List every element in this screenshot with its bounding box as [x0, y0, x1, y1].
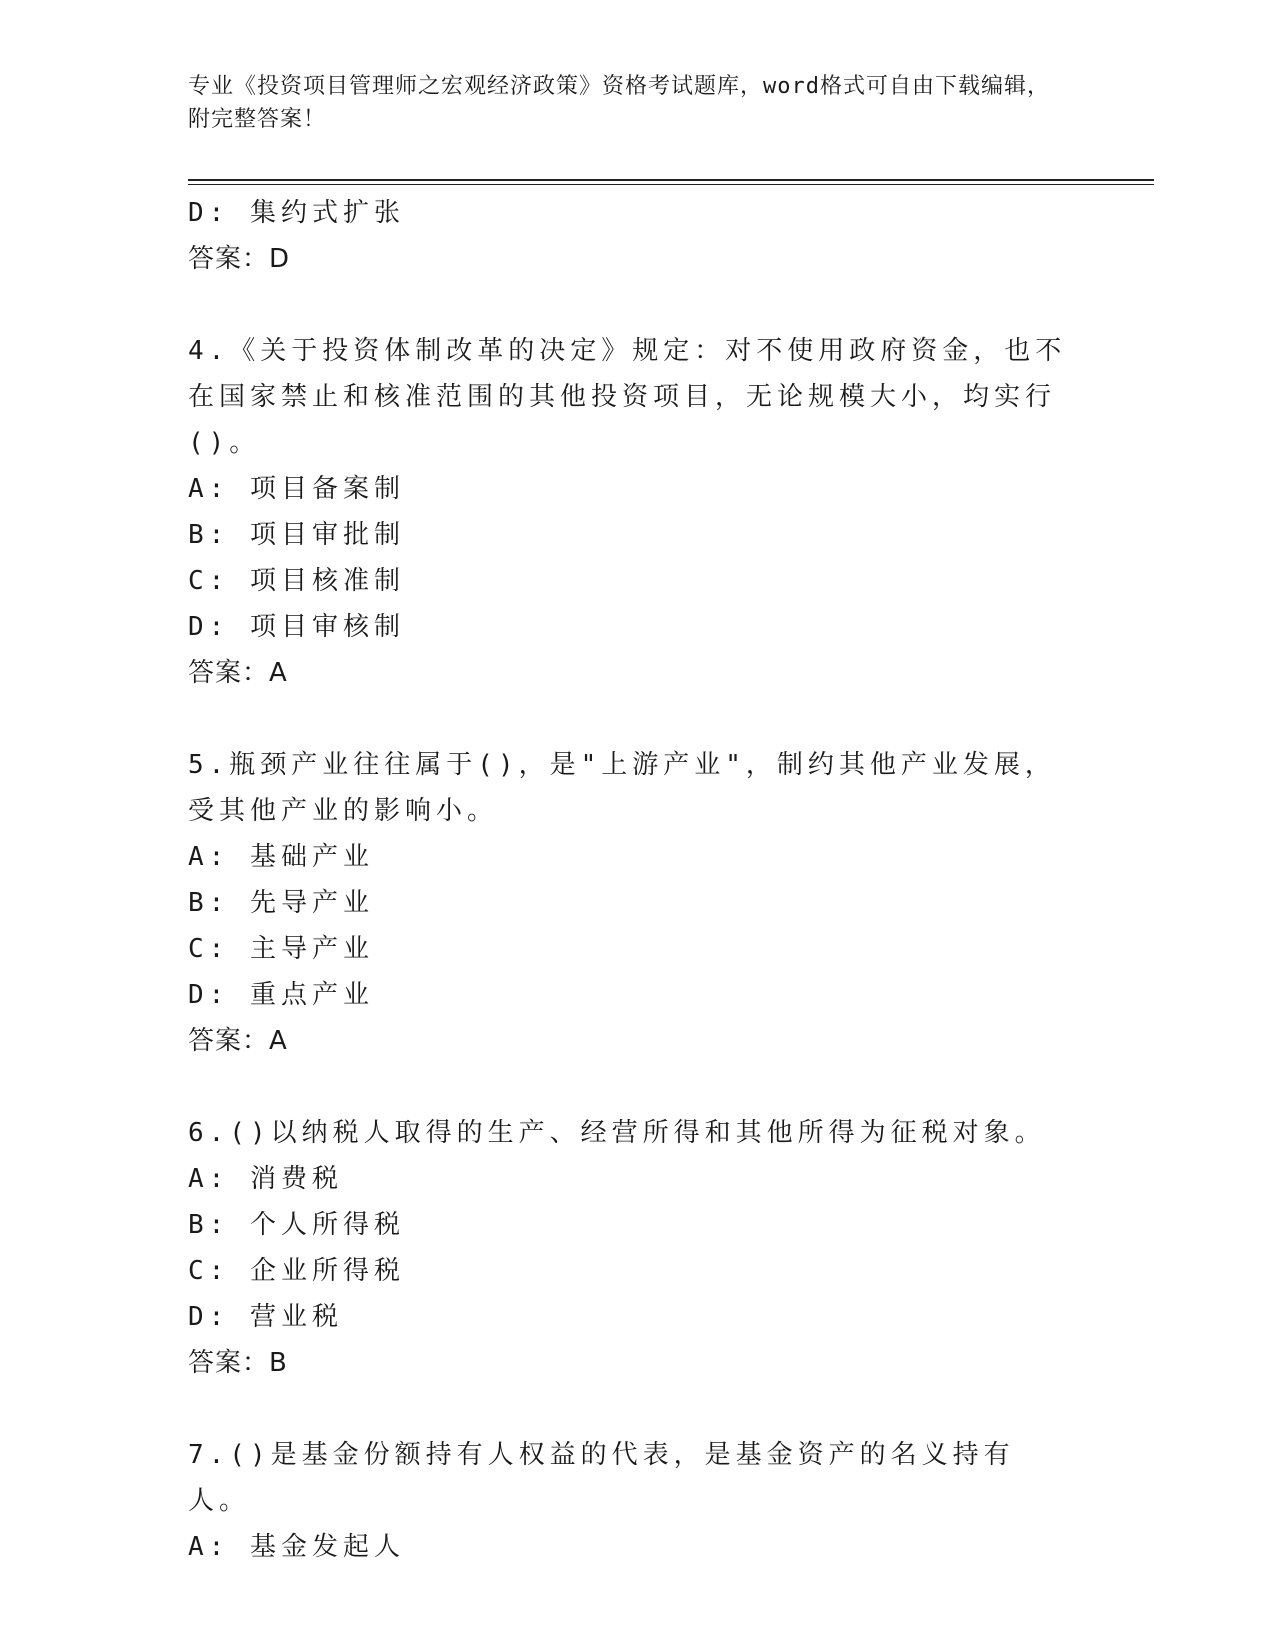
- question-6-option-d: D: 营业税: [188, 1302, 343, 1332]
- spacer: [188, 696, 1068, 742]
- header-rule-thick: [188, 179, 1154, 181]
- question-6-answer: 答案：B: [188, 1348, 288, 1378]
- question-6-stem: 6.()以纳税人取得的生产、经营所得和其他所得为征税对象。: [188, 1118, 1046, 1148]
- question-6-option-a: A: 消费税: [188, 1164, 343, 1194]
- question-7-option-a: A: 基金发起人: [188, 1532, 405, 1562]
- question-4-option-c: C: 项目核准制: [188, 566, 405, 596]
- spacer: [188, 282, 1068, 328]
- question-4-answer: 答案：A: [188, 658, 288, 688]
- question-5-answer: 答案：A: [188, 1026, 288, 1056]
- question-6-option-c: C: 企业所得税: [188, 1256, 405, 1286]
- question-6-option-b: B: 个人所得税: [188, 1210, 405, 1240]
- question-4-option-b: B: 项目审批制: [188, 520, 405, 550]
- question-5-stem: 5.瓶颈产业往往属于()，是"上游产业"，制约其他产业发展，受其他产业的影响小。: [188, 750, 1056, 826]
- question-4-option-d: D: 项目审核制: [188, 612, 405, 642]
- question-4-stem: 4.《关于投资体制改革的决定》规定：对不使用政府资金，也不在国家禁止和核准范围的其他投资项目，无论规模大小，均实行()。: [188, 336, 1067, 458]
- question-5-option-b: B: 先导产业: [188, 888, 374, 918]
- question-5-option-a: A: 基础产业: [188, 842, 374, 872]
- header-rule-thin: [188, 184, 1154, 185]
- prev-answer: 答案：D: [188, 244, 291, 274]
- question-5-option-d: D: 重点产业: [188, 980, 374, 1010]
- question-4-option-a: A: 项目备案制: [188, 474, 405, 504]
- question-5-option-c: C: 主导产业: [188, 934, 374, 964]
- spacer: [188, 1064, 1068, 1110]
- question-content: [188, 190, 1068, 1570]
- spacer: [188, 1386, 1068, 1432]
- question-7-stem: 7.()是基金份额持有人权益的代表，是基金资产的名义持有人。: [188, 1440, 1015, 1516]
- prev-option-d: D: 集约式扩张: [188, 198, 405, 228]
- page-header: 专业《投资项目管理师之宏观经济政策》资格考试题库，word格式可自由下载编辑，附完整答案！: [188, 74, 1050, 132]
